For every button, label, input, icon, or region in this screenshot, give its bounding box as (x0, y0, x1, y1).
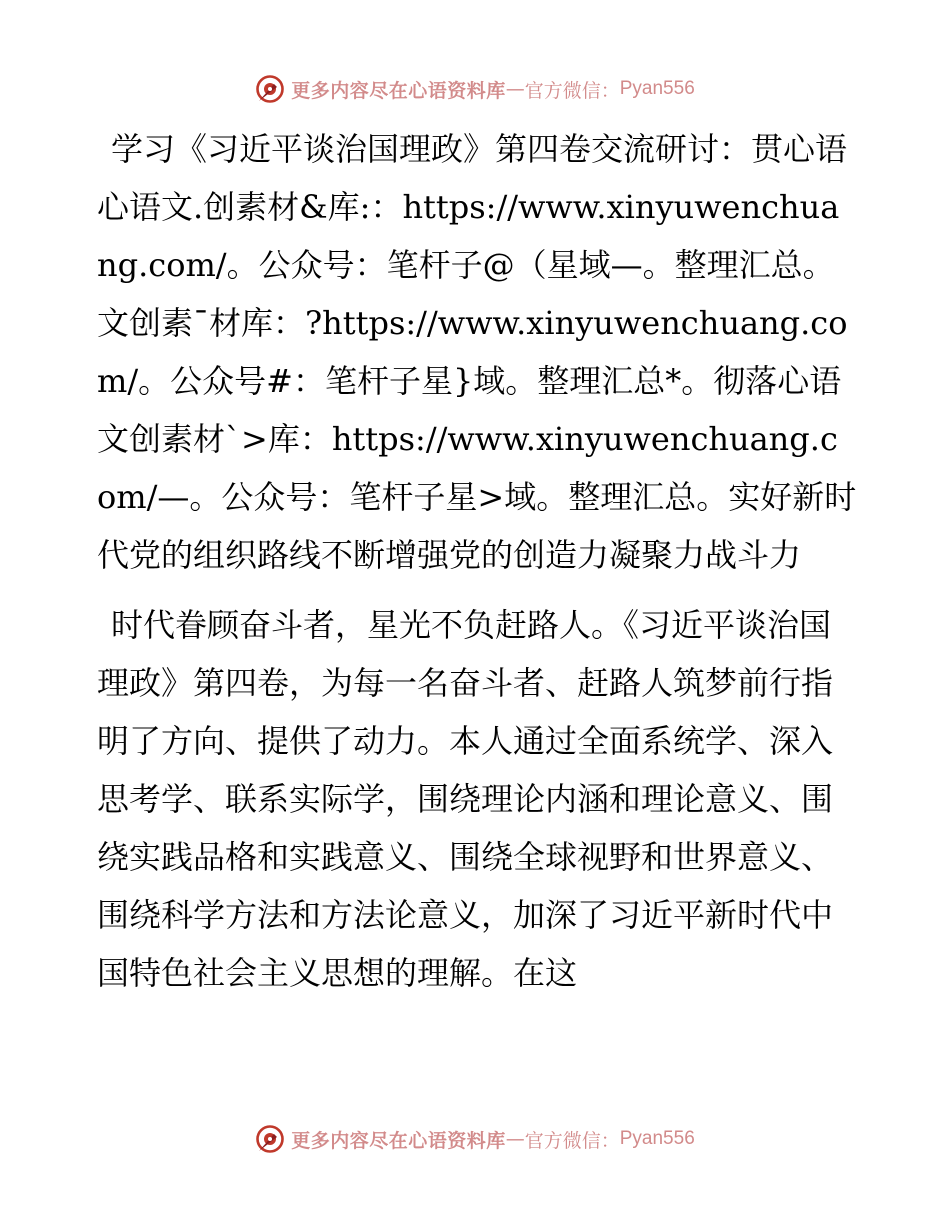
header-official-label: 官方微信： (524, 79, 620, 102)
document-body (97, 120, 857, 1002)
header-wechat-id: Pyan556 (619, 78, 695, 99)
footer-separator: — (505, 1128, 525, 1150)
pen-logo-icon (255, 74, 285, 104)
footer-watermark (0, 1122, 950, 1156)
header-separator: — (505, 78, 525, 100)
footer-brand-text: 更多内容尽在心语资料库 (291, 1129, 506, 1152)
header-watermark (0, 72, 950, 106)
footer-official-label: 官方微信： (524, 1129, 620, 1152)
header-brand-text: 更多内容尽在心语资料库 (291, 79, 506, 102)
pen-logo-icon (255, 1124, 285, 1154)
paragraph-2: 时代眷顾奋斗者，星光不负赶路人。《习近平谈治国理政》第四卷，为每一名奋斗者、赶路人筑梦前行指明了方向、提供了动力。本人通过全面系统学、深入思考学、联系实际学，围绕理论内涵和理论意义、围绕实践品格和实践意义、围绕全球视野和世界意义、围绕科学方法和方法论意义，加深了习近平新时代中国特色社会主义思想的理解。在这 (97, 606, 834, 992)
paragraph-1: 学习《习近平谈治国理政》第四卷交流研讨：贯心语心语文.创素材&库:：https://www.xinyuwenchuang.com/。公众号：笔杆子@（星域—。整理汇总。文创素¯材库：?https://www.xinyuwenchuang.com/。公众号#：笔杆子星}域。整理汇总*。彻落心语文创素材`>库：https://www.xinyuwenchuang.com/—。公众号：笔杆子星>域。整理汇总。实好新时代党的组织路线不断增强党的创造力凝聚力战斗力 (97, 130, 857, 574)
footer-wechat-id: Pyan556 (619, 1128, 695, 1149)
